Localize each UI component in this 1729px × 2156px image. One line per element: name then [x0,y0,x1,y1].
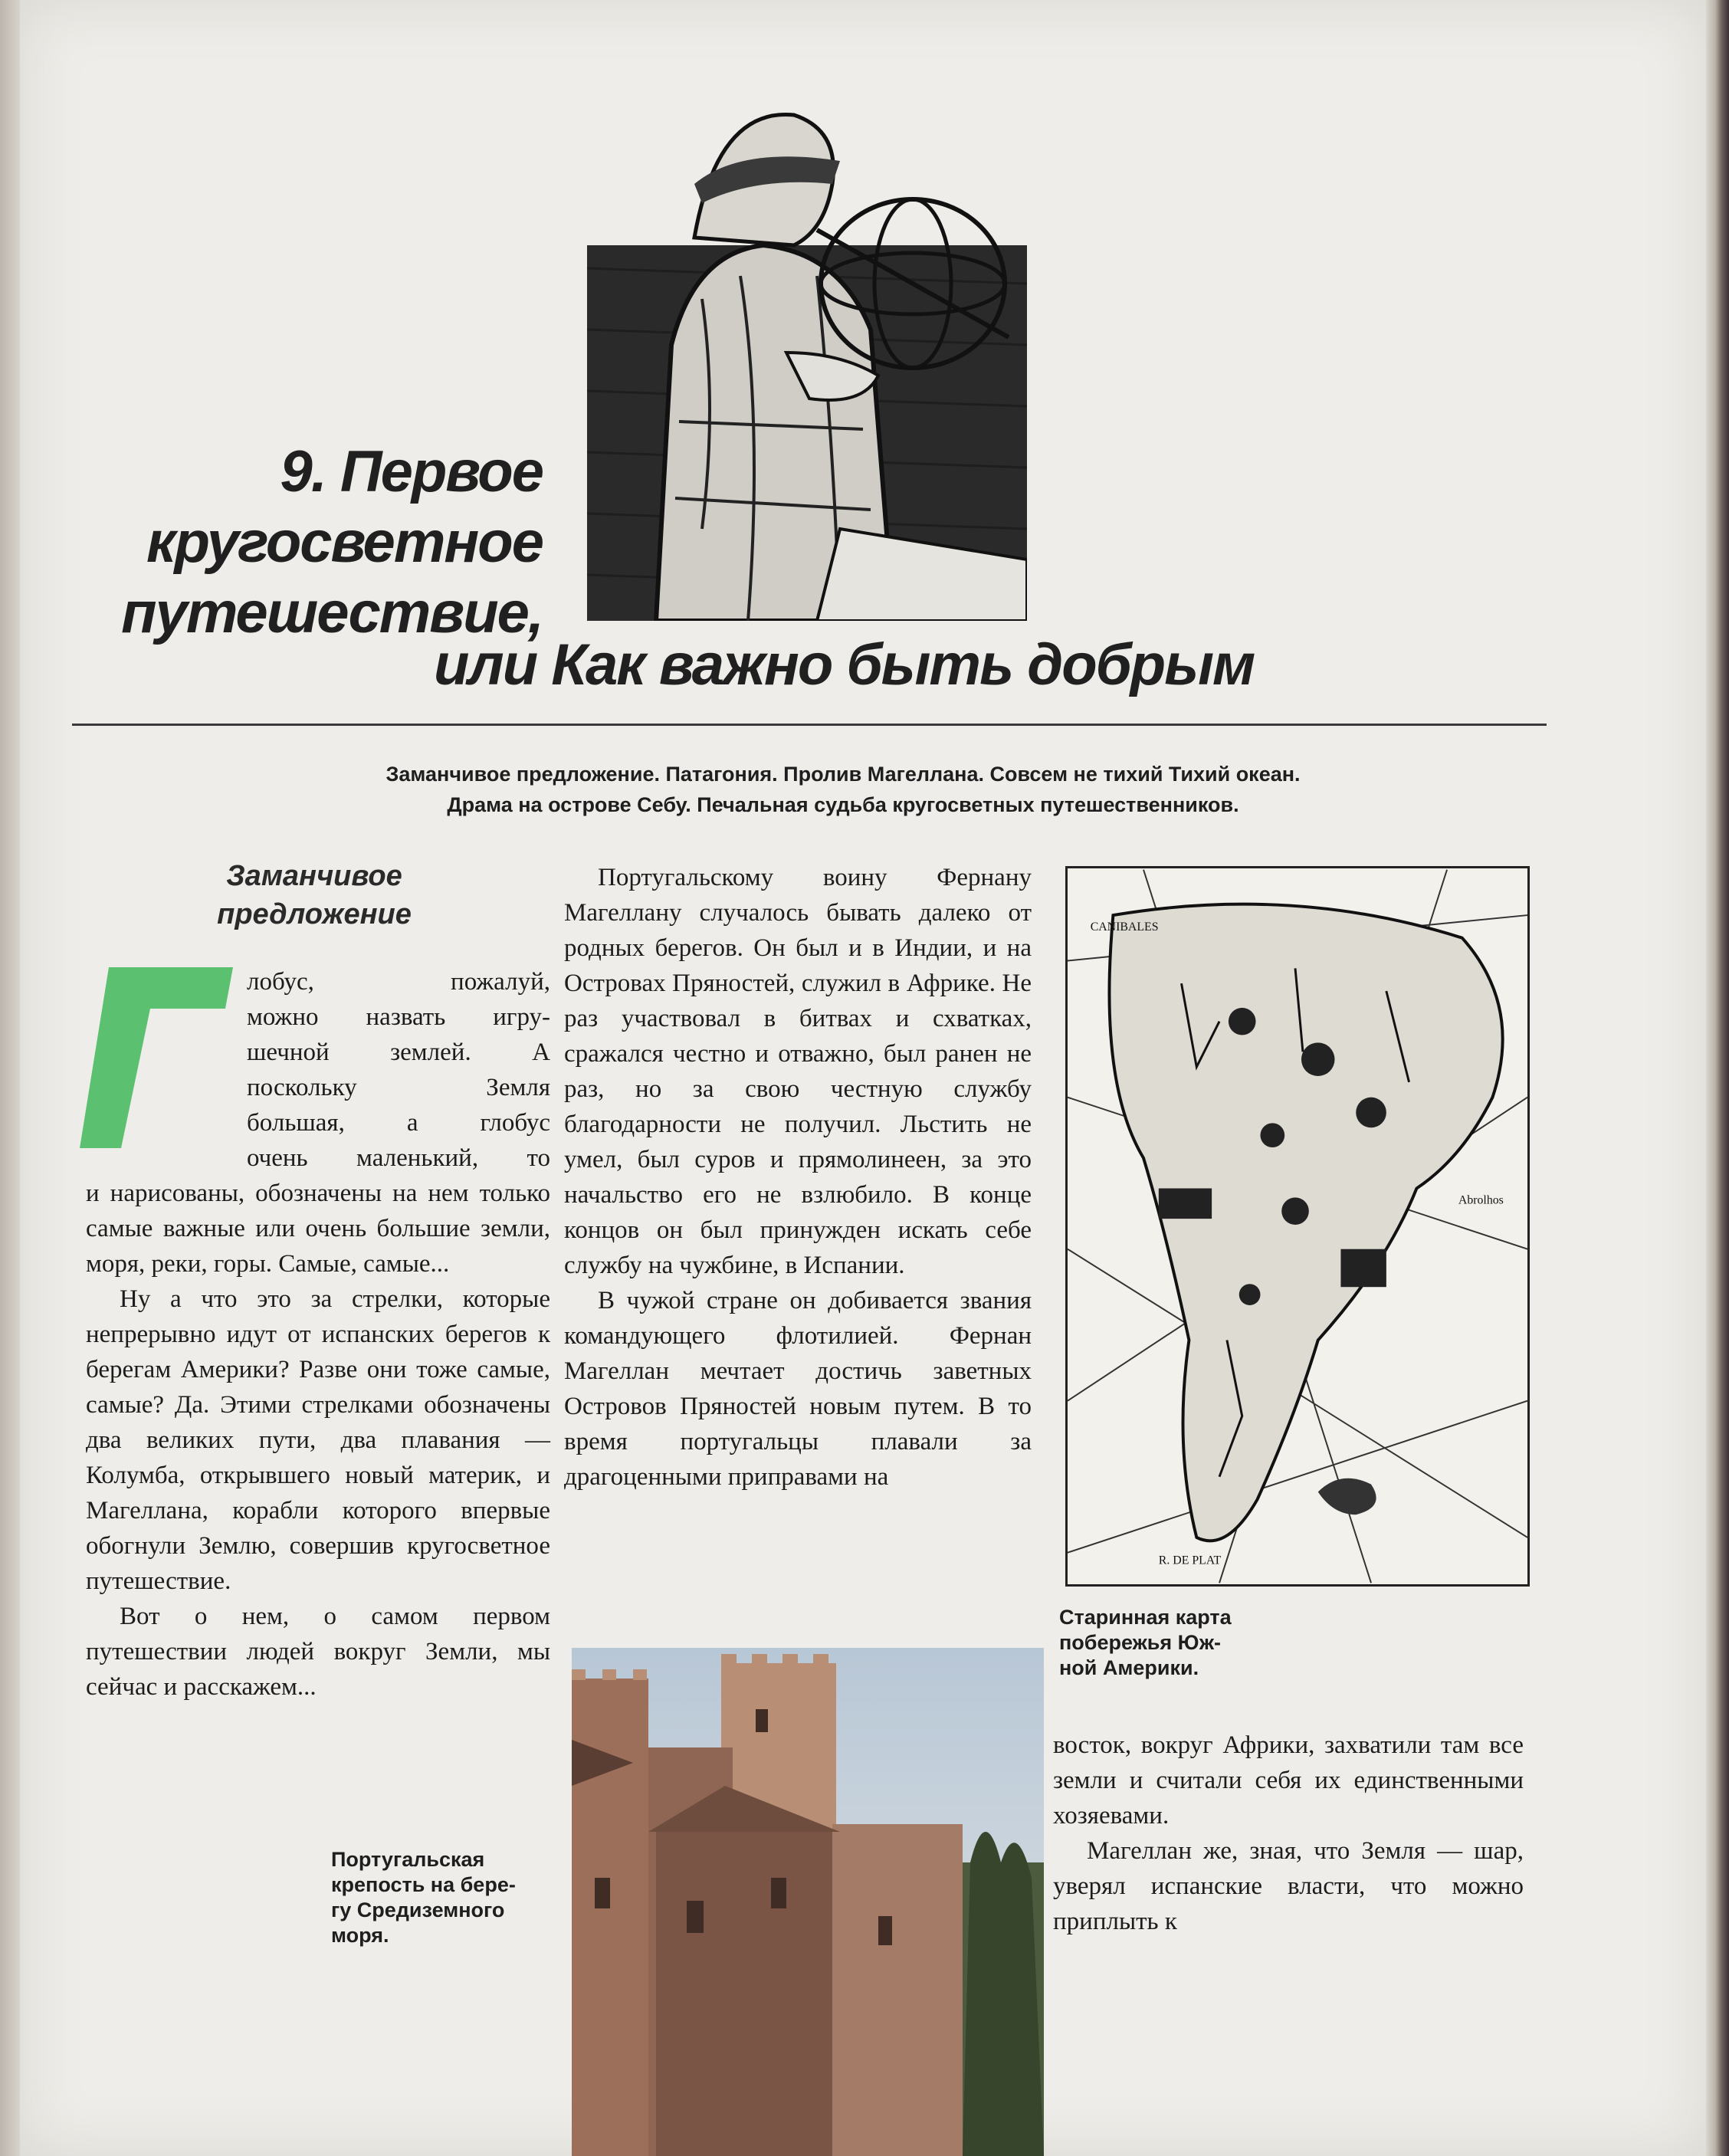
map-caption [1059,1605,1289,1681]
paragraph: Португальскому воину Фернану Магеллану случалось бывать далеко от родных берегов. Он был и в Индии, и на Островах Пряностей, служил в Африке. Не раз участвовал в битвах и схватках, сражался честно и отважно, был ранен не раз, но за свою честную службу благодарности не получил. Льстить не умел, был суров и прямолинеен, за это начальство его не взлюбило. В конце концов он был принужден искать себе службу на чужбине, в Испании. [564,864,1032,1279]
chapter-title [121,437,543,648]
text-column-2 [564,860,1032,1495]
title-line-3: путешествие, [121,580,543,645]
map-label-rio-de-la-plata: R. DE PLAT [1158,1554,1222,1567]
text-column-3 [1053,1728,1524,1939]
dropcap-line: поскольку Земля [247,1074,550,1101]
section-heading-line-2: предложение [217,898,412,930]
caption-line: побережья Юж- [1059,1631,1221,1654]
paragraph: В чужой стране он добивается звания командующего флотилией. Фернан Магеллан мечтает достичь заветных Островов Пряностей новым путем. В то время португальцы плавали за драгоценными приправами на [564,1287,1032,1491]
dropcap-paragraph [247,964,550,1176]
dropcap-line: лобус, пожалуй, [247,968,550,996]
caption-line: Португальская [331,1848,485,1871]
fortress-photo [572,1648,1044,2156]
caption-line: Старинная карта [1059,1606,1232,1629]
caption-line: моря. [331,1924,389,1947]
chapter-title-last-line: или Как важно быть добрым [434,632,1255,697]
caption-line: ной Америки. [1059,1656,1199,1679]
text-column-1 [86,1176,550,1705]
navigator-engraving [587,100,1027,621]
paragraph: Магеллан же, зная, что Земля — шар, уверял испанские власти, что можно приплыть к [1053,1837,1524,1935]
dropcap-line: шечной землей. А [247,1039,550,1066]
dropcap-letter [80,967,233,1148]
title-line-2: кругосветное [146,510,543,575]
page-left-edge [0,0,20,2156]
summary-line-1: Заманчивое предложение. Патагония. Пролив Магеллана. Совсем не тихий Тихий океан. [385,763,1301,786]
paragraph: восток, вокруг Африки, захватили там все земли и считали себя их единственными хозяевами. [1053,1731,1524,1829]
title-divider [72,724,1547,726]
fortress-caption [331,1847,553,1948]
summary-line-2: Драма на острове Себу. Печальная судьба кругосветных путешественников. [447,793,1239,816]
chapter-summary [92,759,1594,820]
paragraph: Ну а что это за стрелки, которые непрерывно идут от испанских берегов к берегам Америки? Разве они тоже самые, самые? Да. Этими стрелками обозначены два великих пути, два плавания — Колумба, открывшего новый материк, и Магеллана, корабли которого впервые обогнули Землю, совершив кругосветное путешествие. [86,1285,550,1595]
title-line-1: 9. Первое [280,439,543,504]
section-heading-line-1: Заманчивое [226,860,402,892]
map-label-abrolhos: Abrolhos [1458,1193,1504,1207]
caption-line: крепость на бере- [331,1873,516,1896]
dropcap-line: можно назвать игру- [247,1003,550,1031]
paragraph: и нарисованы, обозначены на нем только самые важные или очень большие земли, моря, реки, горы. Самые, самые... [86,1180,550,1278]
map-label-canibales: CANIBALES [1090,920,1159,934]
caption-line: гу Средиземного [331,1898,505,1921]
old-map-south-america [1065,866,1530,1587]
dropcap-line: большая, а глобус [247,1109,550,1137]
paragraph: Вот о нем, о самом первом путешествии людей вокруг Земли, мы сейчас и расскажем... [86,1603,550,1701]
page-right-edge [1706,0,1729,2156]
section-heading [153,857,475,934]
dropcap-line: очень маленький, то [247,1144,550,1172]
